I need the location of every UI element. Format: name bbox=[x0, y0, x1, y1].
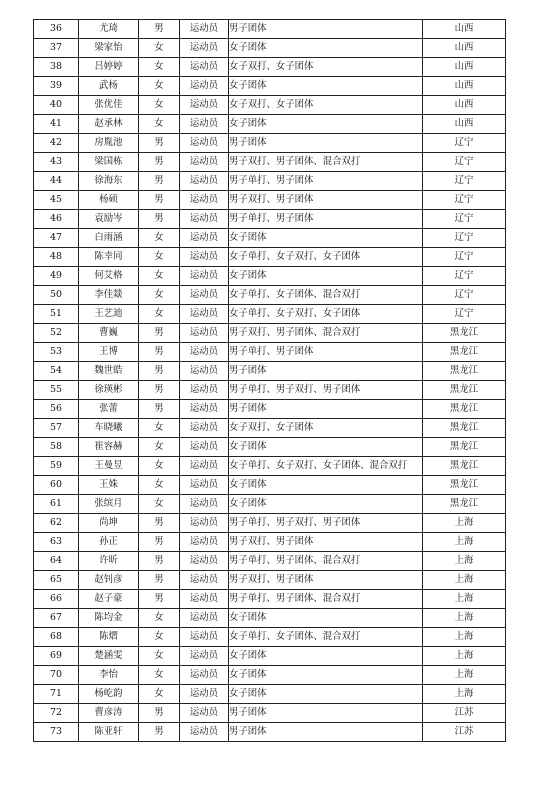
row-number-cell: 37 bbox=[34, 39, 79, 58]
table-row bbox=[34, 39, 506, 58]
athlete-province-cell: 辽宁 bbox=[423, 172, 506, 191]
athlete-events-cell: 女子单打、女子双打、女子团体 bbox=[229, 248, 423, 267]
row-number-cell: 48 bbox=[34, 248, 79, 267]
athlete-gender-cell: 男 bbox=[139, 381, 180, 400]
athlete-role-cell: 运动员 bbox=[180, 685, 229, 704]
athlete-gender-cell: 男 bbox=[139, 704, 180, 723]
athlete-province-cell: 山西 bbox=[423, 39, 506, 58]
athlete-province-cell: 黑龙江 bbox=[423, 362, 506, 381]
athlete-name-cell: 张优佳 bbox=[79, 96, 139, 115]
row-number-cell: 68 bbox=[34, 628, 79, 647]
athlete-name-cell: 楚涵雯 bbox=[79, 647, 139, 666]
row-number-cell: 49 bbox=[34, 267, 79, 286]
table-row bbox=[34, 571, 506, 590]
athlete-events-cell: 男子单打、男子团体、混合双打 bbox=[229, 552, 423, 571]
athlete-gender-cell: 女 bbox=[139, 685, 180, 704]
table-row bbox=[34, 362, 506, 381]
athlete-events-cell: 男子单打、男子团体、混合双打 bbox=[229, 590, 423, 609]
athlete-events-cell: 女子团体 bbox=[229, 267, 423, 286]
athlete-name-cell: 尚坤 bbox=[79, 514, 139, 533]
row-number-cell: 46 bbox=[34, 210, 79, 229]
table-row bbox=[34, 628, 506, 647]
table-row bbox=[34, 381, 506, 400]
athlete-name-cell: 陈亚轩 bbox=[79, 723, 139, 742]
athlete-gender-cell: 男 bbox=[139, 343, 180, 362]
athlete-province-cell: 黑龙江 bbox=[423, 438, 506, 457]
row-number-cell: 65 bbox=[34, 571, 79, 590]
athlete-role-cell: 运动员 bbox=[180, 552, 229, 571]
row-number-cell: 40 bbox=[34, 96, 79, 115]
row-number-cell: 63 bbox=[34, 533, 79, 552]
row-number-cell: 45 bbox=[34, 191, 79, 210]
athlete-events-cell: 男子单打、男子团体 bbox=[229, 210, 423, 229]
row-number-cell: 66 bbox=[34, 590, 79, 609]
athlete-gender-cell: 女 bbox=[139, 305, 180, 324]
athlete-province-cell: 山西 bbox=[423, 20, 506, 39]
athlete-name-cell: 白雨涵 bbox=[79, 229, 139, 248]
athlete-events-cell: 女子单打、女子双打、女子团体 bbox=[229, 305, 423, 324]
athlete-events-cell: 女子单打、女子团体、混合双打 bbox=[229, 286, 423, 305]
table-row bbox=[34, 400, 506, 419]
athlete-gender-cell: 女 bbox=[139, 39, 180, 58]
athlete-province-cell: 辽宁 bbox=[423, 191, 506, 210]
athlete-province-cell: 上海 bbox=[423, 571, 506, 590]
athlete-gender-cell: 男 bbox=[139, 134, 180, 153]
table-row bbox=[34, 666, 506, 685]
row-number-cell: 57 bbox=[34, 419, 79, 438]
table-row bbox=[34, 685, 506, 704]
table-row bbox=[34, 305, 506, 324]
athlete-province-cell: 黑龙江 bbox=[423, 400, 506, 419]
row-number-cell: 43 bbox=[34, 153, 79, 172]
athlete-province-cell: 辽宁 bbox=[423, 248, 506, 267]
athlete-role-cell: 运动员 bbox=[180, 324, 229, 343]
athlete-name-cell: 武杨 bbox=[79, 77, 139, 96]
athlete-role-cell: 运动员 bbox=[180, 495, 229, 514]
athlete-province-cell: 辽宁 bbox=[423, 305, 506, 324]
row-number-cell: 52 bbox=[34, 324, 79, 343]
athlete-name-cell: 许昕 bbox=[79, 552, 139, 571]
athlete-province-cell: 黑龙江 bbox=[423, 457, 506, 476]
athlete-name-cell: 陈均金 bbox=[79, 609, 139, 628]
athlete-gender-cell: 女 bbox=[139, 286, 180, 305]
table-row bbox=[34, 286, 506, 305]
row-number-cell: 42 bbox=[34, 134, 79, 153]
athlete-province-cell: 黑龙江 bbox=[423, 419, 506, 438]
athlete-name-cell: 赵子豪 bbox=[79, 590, 139, 609]
athlete-name-cell: 梁家怡 bbox=[79, 39, 139, 58]
table-row bbox=[34, 609, 506, 628]
table-row bbox=[34, 267, 506, 286]
athlete-events-cell: 男子团体 bbox=[229, 134, 423, 153]
row-number-cell: 54 bbox=[34, 362, 79, 381]
row-number-cell: 70 bbox=[34, 666, 79, 685]
athlete-province-cell: 上海 bbox=[423, 590, 506, 609]
table-row bbox=[34, 704, 506, 723]
athlete-role-cell: 运动员 bbox=[180, 457, 229, 476]
athlete-province-cell: 辽宁 bbox=[423, 134, 506, 153]
athlete-name-cell: 车晓曦 bbox=[79, 419, 139, 438]
row-number-cell: 69 bbox=[34, 647, 79, 666]
table-row bbox=[34, 552, 506, 571]
athlete-name-cell: 何艾格 bbox=[79, 267, 139, 286]
row-number-cell: 72 bbox=[34, 704, 79, 723]
row-number-cell: 55 bbox=[34, 381, 79, 400]
row-number-cell: 38 bbox=[34, 58, 79, 77]
athlete-province-cell: 上海 bbox=[423, 514, 506, 533]
athlete-province-cell: 上海 bbox=[423, 666, 506, 685]
table-row bbox=[34, 457, 506, 476]
athlete-name-cell: 王艺迪 bbox=[79, 305, 139, 324]
row-number-cell: 67 bbox=[34, 609, 79, 628]
table-row bbox=[34, 723, 506, 742]
table-row bbox=[34, 647, 506, 666]
athlete-gender-cell: 男 bbox=[139, 210, 180, 229]
athlete-province-cell: 辽宁 bbox=[423, 267, 506, 286]
athlete-name-cell: 王姝 bbox=[79, 476, 139, 495]
athlete-events-cell: 女子团体 bbox=[229, 115, 423, 134]
athlete-events-cell: 男子双打、男子团体 bbox=[229, 571, 423, 590]
row-number-cell: 44 bbox=[34, 172, 79, 191]
athlete-events-cell: 男子单打、男子双打、男子团体 bbox=[229, 514, 423, 533]
table-row bbox=[34, 533, 506, 552]
table-row bbox=[34, 96, 506, 115]
athlete-name-cell: 徐海东 bbox=[79, 172, 139, 191]
athlete-gender-cell: 女 bbox=[139, 457, 180, 476]
table-row bbox=[34, 58, 506, 77]
table-row bbox=[34, 343, 506, 362]
athlete-events-cell: 女子团体 bbox=[229, 495, 423, 514]
athlete-events-cell: 女子双打、女子团体 bbox=[229, 96, 423, 115]
athlete-role-cell: 运动员 bbox=[180, 533, 229, 552]
athlete-role-cell: 运动员 bbox=[180, 286, 229, 305]
athlete-gender-cell: 男 bbox=[139, 533, 180, 552]
row-number-cell: 61 bbox=[34, 495, 79, 514]
athlete-name-cell: 张缤月 bbox=[79, 495, 139, 514]
athlete-name-cell: 张蕾 bbox=[79, 400, 139, 419]
athlete-name-cell: 袁励岑 bbox=[79, 210, 139, 229]
athlete-name-cell: 李怡 bbox=[79, 666, 139, 685]
row-number-cell: 71 bbox=[34, 685, 79, 704]
athlete-name-cell: 尤琦 bbox=[79, 20, 139, 39]
athlete-gender-cell: 女 bbox=[139, 476, 180, 495]
athlete-name-cell: 赵钊彦 bbox=[79, 571, 139, 590]
athlete-role-cell: 运动员 bbox=[180, 571, 229, 590]
athlete-province-cell: 辽宁 bbox=[423, 210, 506, 229]
athlete-events-cell: 女子团体 bbox=[229, 77, 423, 96]
athlete-gender-cell: 男 bbox=[139, 324, 180, 343]
athlete-province-cell: 山西 bbox=[423, 77, 506, 96]
athlete-name-cell: 陈幸同 bbox=[79, 248, 139, 267]
athlete-gender-cell: 女 bbox=[139, 58, 180, 77]
athlete-role-cell: 运动员 bbox=[180, 381, 229, 400]
athlete-role-cell: 运动员 bbox=[180, 400, 229, 419]
athlete-role-cell: 运动员 bbox=[180, 267, 229, 286]
athlete-role-cell: 运动员 bbox=[180, 362, 229, 381]
row-number-cell: 51 bbox=[34, 305, 79, 324]
row-number-cell: 39 bbox=[34, 77, 79, 96]
athlete-gender-cell: 女 bbox=[139, 628, 180, 647]
athlete-gender-cell: 男 bbox=[139, 514, 180, 533]
athlete-name-cell: 赵承林 bbox=[79, 115, 139, 134]
athlete-events-cell: 女子团体 bbox=[229, 39, 423, 58]
athlete-province-cell: 黑龙江 bbox=[423, 476, 506, 495]
athlete-role-cell: 运动员 bbox=[180, 723, 229, 742]
athlete-role-cell: 运动员 bbox=[180, 419, 229, 438]
athlete-role-cell: 运动员 bbox=[180, 343, 229, 362]
athlete-province-cell: 上海 bbox=[423, 609, 506, 628]
athlete-role-cell: 运动员 bbox=[180, 438, 229, 457]
athlete-name-cell: 房胤池 bbox=[79, 134, 139, 153]
athlete-events-cell: 男子团体 bbox=[229, 723, 423, 742]
athlete-role-cell: 运动员 bbox=[180, 96, 229, 115]
athlete-events-cell: 女子团体 bbox=[229, 229, 423, 248]
athlete-role-cell: 运动员 bbox=[180, 39, 229, 58]
athlete-gender-cell: 女 bbox=[139, 666, 180, 685]
athlete-gender-cell: 男 bbox=[139, 191, 180, 210]
athlete-events-cell: 女子双打、女子团体 bbox=[229, 419, 423, 438]
row-number-cell: 62 bbox=[34, 514, 79, 533]
athlete-role-cell: 运动员 bbox=[180, 20, 229, 39]
athlete-events-cell: 男子双打、男子团体 bbox=[229, 191, 423, 210]
athlete-name-cell: 陈熠 bbox=[79, 628, 139, 647]
athlete-events-cell: 男子双打、男子团体 bbox=[229, 533, 423, 552]
athlete-events-cell: 男子团体 bbox=[229, 400, 423, 419]
athlete-province-cell: 山西 bbox=[423, 58, 506, 77]
athlete-name-cell: 王博 bbox=[79, 343, 139, 362]
athlete-events-cell: 男子双打、男子团体、混合双打 bbox=[229, 153, 423, 172]
athlete-events-cell: 女子团体 bbox=[229, 438, 423, 457]
athlete-events-cell: 女子团体 bbox=[229, 609, 423, 628]
athlete-gender-cell: 女 bbox=[139, 77, 180, 96]
row-number-cell: 36 bbox=[34, 20, 79, 39]
athlete-province-cell: 辽宁 bbox=[423, 286, 506, 305]
athlete-role-cell: 运动员 bbox=[180, 609, 229, 628]
athlete-role-cell: 运动员 bbox=[180, 305, 229, 324]
athlete-events-cell: 女子团体 bbox=[229, 666, 423, 685]
athlete-name-cell: 杨硕 bbox=[79, 191, 139, 210]
athlete-roster-table bbox=[33, 19, 506, 742]
athlete-province-cell: 上海 bbox=[423, 552, 506, 571]
row-number-cell: 64 bbox=[34, 552, 79, 571]
athlete-name-cell: 曹彦涛 bbox=[79, 704, 139, 723]
athlete-gender-cell: 女 bbox=[139, 495, 180, 514]
athlete-province-cell: 江苏 bbox=[423, 723, 506, 742]
athlete-name-cell: 杨屹韵 bbox=[79, 685, 139, 704]
athlete-gender-cell: 男 bbox=[139, 590, 180, 609]
table-row bbox=[34, 134, 506, 153]
table-row bbox=[34, 514, 506, 533]
athlete-events-cell: 男子单打、男子双打、男子团体 bbox=[229, 381, 423, 400]
athlete-gender-cell: 女 bbox=[139, 438, 180, 457]
athlete-name-cell: 王曼昱 bbox=[79, 457, 139, 476]
athlete-gender-cell: 男 bbox=[139, 20, 180, 39]
athlete-events-cell: 男子双打、男子团体、混合双打 bbox=[229, 324, 423, 343]
athlete-name-cell: 崔容赫 bbox=[79, 438, 139, 457]
athlete-role-cell: 运动员 bbox=[180, 210, 229, 229]
athlete-province-cell: 黑龙江 bbox=[423, 495, 506, 514]
athlete-gender-cell: 女 bbox=[139, 647, 180, 666]
athlete-role-cell: 运动员 bbox=[180, 647, 229, 666]
athlete-gender-cell: 女 bbox=[139, 267, 180, 286]
athlete-gender-cell: 男 bbox=[139, 172, 180, 191]
row-number-cell: 53 bbox=[34, 343, 79, 362]
table-row bbox=[34, 77, 506, 96]
athlete-role-cell: 运动员 bbox=[180, 134, 229, 153]
athlete-role-cell: 运动员 bbox=[180, 666, 229, 685]
athlete-province-cell: 黑龙江 bbox=[423, 381, 506, 400]
athlete-province-cell: 黑龙江 bbox=[423, 343, 506, 362]
athlete-events-cell: 女子双打、女子团体 bbox=[229, 58, 423, 77]
athlete-gender-cell: 男 bbox=[139, 723, 180, 742]
athlete-role-cell: 运动员 bbox=[180, 229, 229, 248]
athlete-name-cell: 魏世皓 bbox=[79, 362, 139, 381]
athlete-events-cell: 女子团体 bbox=[229, 476, 423, 495]
athlete-events-cell: 女子单打、女子团体、混合双打 bbox=[229, 628, 423, 647]
athlete-events-cell: 女子团体 bbox=[229, 685, 423, 704]
athlete-gender-cell: 女 bbox=[139, 96, 180, 115]
athlete-role-cell: 运动员 bbox=[180, 248, 229, 267]
athlete-province-cell: 上海 bbox=[423, 533, 506, 552]
table-row bbox=[34, 324, 506, 343]
table-row bbox=[34, 438, 506, 457]
athlete-gender-cell: 男 bbox=[139, 571, 180, 590]
row-number-cell: 41 bbox=[34, 115, 79, 134]
roster-table-body bbox=[34, 20, 506, 742]
athlete-events-cell: 男子单打、男子团体 bbox=[229, 172, 423, 191]
athlete-province-cell: 上海 bbox=[423, 685, 506, 704]
row-number-cell: 50 bbox=[34, 286, 79, 305]
table-row bbox=[34, 115, 506, 134]
table-row bbox=[34, 172, 506, 191]
table-row bbox=[34, 191, 506, 210]
athlete-role-cell: 运动员 bbox=[180, 58, 229, 77]
athlete-province-cell: 辽宁 bbox=[423, 153, 506, 172]
athlete-role-cell: 运动员 bbox=[180, 77, 229, 96]
athlete-gender-cell: 男 bbox=[139, 362, 180, 381]
athlete-name-cell: 曹巍 bbox=[79, 324, 139, 343]
table-row bbox=[34, 20, 506, 39]
athlete-name-cell: 徐瑛彬 bbox=[79, 381, 139, 400]
athlete-events-cell: 女子团体 bbox=[229, 647, 423, 666]
table-row bbox=[34, 476, 506, 495]
table-row bbox=[34, 419, 506, 438]
athlete-name-cell: 孙正 bbox=[79, 533, 139, 552]
athlete-gender-cell: 女 bbox=[139, 609, 180, 628]
athlete-province-cell: 上海 bbox=[423, 628, 506, 647]
athlete-name-cell: 吕婷婷 bbox=[79, 58, 139, 77]
athlete-role-cell: 运动员 bbox=[180, 153, 229, 172]
athlete-role-cell: 运动员 bbox=[180, 704, 229, 723]
row-number-cell: 59 bbox=[34, 457, 79, 476]
athlete-province-cell: 辽宁 bbox=[423, 229, 506, 248]
athlete-gender-cell: 男 bbox=[139, 552, 180, 571]
athlete-events-cell: 女子单打、女子双打、女子团体、混合双打 bbox=[229, 457, 423, 476]
athlete-events-cell: 男子团体 bbox=[229, 20, 423, 39]
athlete-gender-cell: 男 bbox=[139, 400, 180, 419]
athlete-role-cell: 运动员 bbox=[180, 514, 229, 533]
table-row bbox=[34, 590, 506, 609]
row-number-cell: 73 bbox=[34, 723, 79, 742]
athlete-role-cell: 运动员 bbox=[180, 115, 229, 134]
athlete-events-cell: 男子单打、男子团体 bbox=[229, 343, 423, 362]
athlete-role-cell: 运动员 bbox=[180, 476, 229, 495]
athlete-role-cell: 运动员 bbox=[180, 590, 229, 609]
table-row bbox=[34, 229, 506, 248]
athlete-province-cell: 江苏 bbox=[423, 704, 506, 723]
athlete-province-cell: 山西 bbox=[423, 96, 506, 115]
athlete-gender-cell: 男 bbox=[139, 153, 180, 172]
athlete-gender-cell: 女 bbox=[139, 419, 180, 438]
athlete-gender-cell: 女 bbox=[139, 115, 180, 134]
row-number-cell: 56 bbox=[34, 400, 79, 419]
athlete-role-cell: 运动员 bbox=[180, 628, 229, 647]
athlete-role-cell: 运动员 bbox=[180, 172, 229, 191]
athlete-province-cell: 黑龙江 bbox=[423, 324, 506, 343]
table-row bbox=[34, 210, 506, 229]
athlete-name-cell: 李佳燚 bbox=[79, 286, 139, 305]
athlete-events-cell: 男子团体 bbox=[229, 362, 423, 381]
athlete-province-cell: 上海 bbox=[423, 647, 506, 666]
athlete-province-cell: 山西 bbox=[423, 115, 506, 134]
row-number-cell: 47 bbox=[34, 229, 79, 248]
athlete-events-cell: 男子团体 bbox=[229, 704, 423, 723]
table-row bbox=[34, 153, 506, 172]
athlete-gender-cell: 女 bbox=[139, 229, 180, 248]
athlete-gender-cell: 女 bbox=[139, 248, 180, 267]
table-row bbox=[34, 248, 506, 267]
table-row bbox=[34, 495, 506, 514]
athlete-name-cell: 梁国栋 bbox=[79, 153, 139, 172]
row-number-cell: 58 bbox=[34, 438, 79, 457]
row-number-cell: 60 bbox=[34, 476, 79, 495]
athlete-role-cell: 运动员 bbox=[180, 191, 229, 210]
